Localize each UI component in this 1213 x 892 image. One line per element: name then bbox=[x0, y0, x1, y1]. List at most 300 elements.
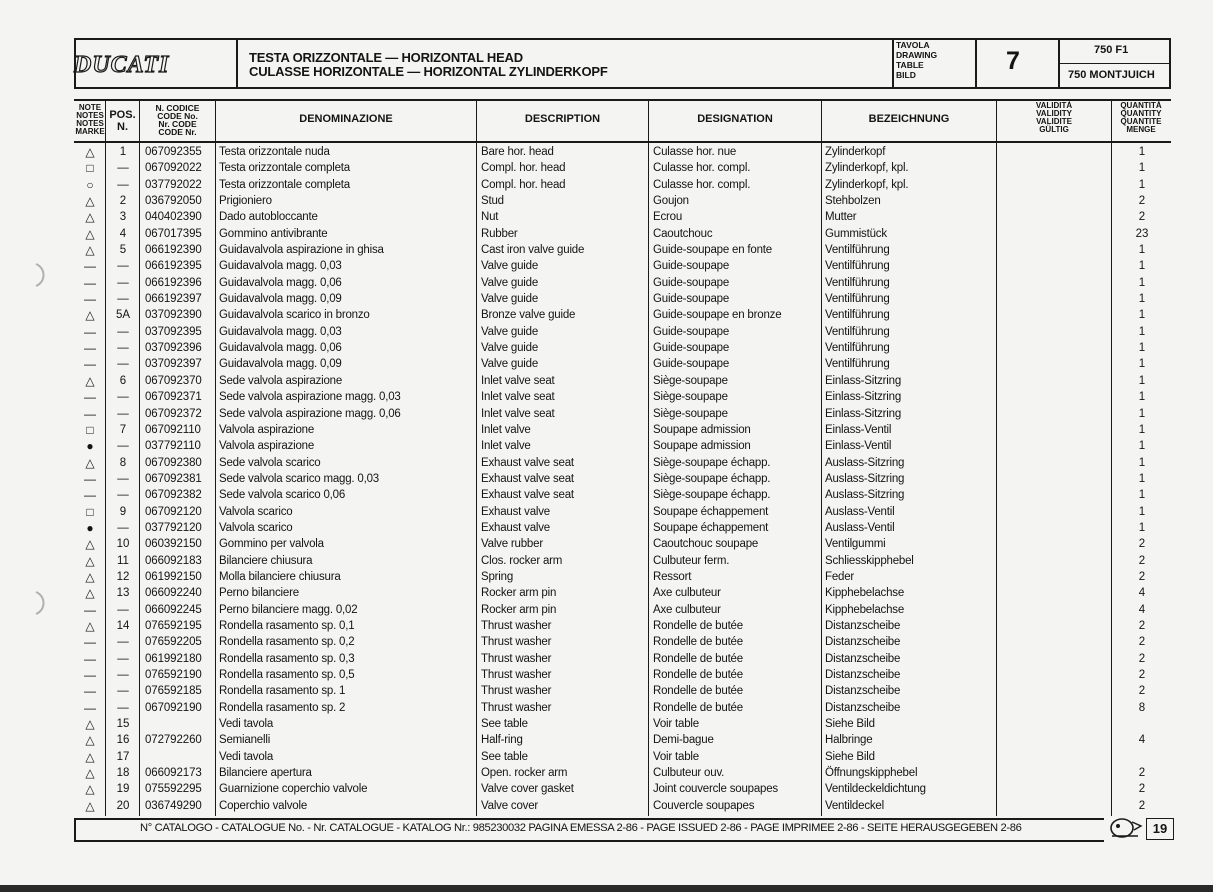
position-number: — bbox=[117, 652, 129, 665]
description-de: Ventilführung bbox=[825, 309, 890, 322]
model-secondary: 750 MONTJUICH bbox=[1068, 69, 1155, 81]
note-marker: — bbox=[84, 700, 96, 715]
part-code: 067092022 bbox=[145, 162, 202, 175]
qty-label-fr: QUANTITE bbox=[1120, 117, 1162, 126]
qty-label-de: MENGE bbox=[1126, 125, 1156, 134]
header-divider-2 bbox=[892, 38, 894, 88]
description-it: Valvola scarico bbox=[219, 505, 293, 518]
note-marker: △ bbox=[85, 373, 95, 388]
description-de: Distanzscheibe bbox=[825, 701, 901, 714]
quantity: 1 bbox=[1138, 244, 1146, 257]
code-label-fr: Nr. CODE bbox=[158, 119, 197, 129]
note-marker: — bbox=[84, 357, 96, 372]
table-row bbox=[74, 144, 1171, 160]
model-split-rule bbox=[1058, 63, 1170, 64]
header-bottom-rule bbox=[74, 87, 1171, 89]
col-header-qty bbox=[1112, 102, 1170, 134]
validity-label-en: VALIDITY bbox=[1036, 109, 1072, 118]
description-en: Inlet valve bbox=[481, 440, 531, 453]
description-it: Rondella rasamento sp. 0,1 bbox=[219, 619, 355, 632]
description-it: Rondella rasamento sp. 0,5 bbox=[219, 669, 355, 681]
description-it: Rondella rasamento sp. 0,3 bbox=[219, 652, 355, 665]
table-row bbox=[74, 373, 1171, 389]
description-en: Inlet valve seat bbox=[481, 391, 555, 404]
description-fr: Siège-soupape échapp. bbox=[653, 472, 771, 485]
quantity: 1 bbox=[1138, 342, 1146, 355]
description-en: Bare hor. head bbox=[481, 146, 554, 158]
position-number: — bbox=[117, 407, 129, 420]
description-it: Testa orizzontale completa bbox=[219, 178, 350, 191]
description-fr: Caoutchouc soupape bbox=[653, 538, 759, 551]
description-fr: Siège-soupape bbox=[653, 407, 728, 420]
description-fr: Axe culbuteur bbox=[653, 603, 721, 616]
note-marker: ○ bbox=[86, 177, 94, 192]
footer-top-rule bbox=[74, 818, 1104, 820]
description-de: Feder bbox=[825, 570, 855, 583]
position-number: — bbox=[117, 472, 129, 485]
note-marker: — bbox=[84, 324, 96, 339]
quantity: 1 bbox=[1138, 423, 1146, 436]
quantity: 2 bbox=[1138, 799, 1146, 812]
description-fr: Rondelle de butée bbox=[653, 669, 743, 681]
description-it: Testa orizzontale completa bbox=[219, 162, 350, 175]
description-de: Distanzscheibe bbox=[825, 652, 901, 665]
description-de: Gummistück bbox=[825, 227, 887, 240]
description-it: Valvola aspirazione bbox=[219, 423, 315, 436]
description-it: Testa orizzontale nuda bbox=[219, 146, 330, 158]
table-row bbox=[74, 438, 1171, 454]
position-number: — bbox=[117, 489, 129, 502]
part-code: 072792260 bbox=[145, 734, 202, 747]
quantity: 1 bbox=[1138, 472, 1146, 485]
quantity: 1 bbox=[1138, 293, 1146, 306]
position-number: 2 bbox=[119, 195, 127, 208]
description-en: Valve cover gasket bbox=[481, 783, 574, 796]
position-number: 7 bbox=[119, 423, 127, 436]
description-de: Zylinderkopf, kpl. bbox=[825, 178, 909, 191]
description-de: Zylinderkopf bbox=[825, 146, 886, 158]
part-code: 067092381 bbox=[145, 472, 202, 485]
description-it: Guidavalvola aspirazione in ghisa bbox=[219, 244, 384, 257]
part-code: 075592295 bbox=[145, 783, 202, 796]
table-head-rule bbox=[74, 141, 1171, 143]
part-code: 067092190 bbox=[145, 701, 202, 714]
description-de: Siehe Bild bbox=[825, 750, 875, 763]
validity-label-it: VALIDITÀ bbox=[1035, 101, 1073, 110]
quantity: 2 bbox=[1138, 554, 1146, 567]
description-it: Rondella rasamento sp. 1 bbox=[219, 685, 346, 698]
position-number: — bbox=[117, 603, 129, 616]
quantity: 2 bbox=[1138, 636, 1146, 649]
table-label-en: DRAWING bbox=[896, 50, 938, 60]
description-de: Stehbolzen bbox=[825, 195, 881, 208]
quantity: 2 bbox=[1138, 669, 1146, 681]
description-de: Distanzscheibe bbox=[825, 619, 901, 632]
table-row bbox=[74, 275, 1171, 291]
position-number: — bbox=[117, 636, 129, 649]
description-de: Ventilgummi bbox=[825, 538, 886, 551]
table-row bbox=[74, 406, 1171, 422]
description-fr: Siège-soupape échapp. bbox=[653, 489, 771, 502]
quantity: 1 bbox=[1138, 440, 1146, 453]
note-marker: △ bbox=[85, 455, 95, 470]
description-de: Ventildeckeldichtung bbox=[825, 783, 926, 796]
pos-label-line-1: POS. bbox=[109, 109, 136, 121]
position-number: — bbox=[117, 669, 129, 681]
table-row bbox=[74, 471, 1171, 487]
description-it: Gommino per valvola bbox=[219, 538, 324, 551]
position-number: — bbox=[117, 358, 129, 371]
table-row bbox=[74, 307, 1171, 323]
part-code: 037092397 bbox=[145, 358, 202, 371]
description-fr: Caoutchouc bbox=[653, 227, 713, 240]
part-code: 037092390 bbox=[145, 309, 202, 322]
table-row bbox=[74, 291, 1171, 307]
description-it: Guidavalvola magg. 0,03 bbox=[219, 260, 342, 273]
description-fr: Ressort bbox=[653, 570, 692, 583]
description-fr: Rondelle de butée bbox=[653, 652, 743, 665]
validity-label-fr: VALIDITE bbox=[1036, 117, 1072, 126]
note-marker: △ bbox=[85, 537, 95, 552]
description-de: Zylinderkopf, kpl. bbox=[825, 162, 909, 175]
pos-label-line-2: N. bbox=[117, 121, 128, 133]
description-de: Siehe Bild bbox=[825, 718, 875, 731]
description-en: Open. rocker arm bbox=[481, 767, 568, 780]
description-fr: Culbuteur ferm. bbox=[653, 554, 730, 567]
description-it: Valvola scarico bbox=[219, 521, 293, 534]
part-code: 037092396 bbox=[145, 342, 202, 355]
description-fr: Rondelle de butée bbox=[653, 685, 743, 698]
col-header-en: DESCRIPTION bbox=[524, 113, 601, 125]
quantity: 2 bbox=[1138, 211, 1146, 224]
description-fr: Joint couvercle soupapes bbox=[653, 783, 778, 796]
quantity: 1 bbox=[1138, 456, 1146, 469]
description-en: Exhaust valve seat bbox=[481, 456, 574, 469]
page-title-line-1: TESTA ORIZZONTALE — HORIZONTAL HEAD bbox=[249, 50, 523, 65]
description-de: Auslass-Ventil bbox=[825, 521, 895, 534]
position-number: 16 bbox=[116, 734, 130, 747]
description-fr: Siège-soupape échapp. bbox=[653, 456, 771, 469]
position-number: 19 bbox=[116, 783, 130, 796]
col-header-de: BEZEICHNUNG bbox=[868, 113, 950, 125]
note-marker: □ bbox=[86, 422, 94, 437]
position-number: — bbox=[117, 293, 129, 306]
position-number: 13 bbox=[116, 587, 130, 600]
description-en: Cast iron valve guide bbox=[481, 244, 585, 257]
position-number: 8 bbox=[119, 456, 127, 469]
description-en: Exhaust valve bbox=[481, 505, 550, 518]
description-en: Exhaust valve seat bbox=[481, 489, 574, 502]
part-code: 037792120 bbox=[145, 521, 202, 534]
note-marker: □ bbox=[86, 504, 94, 519]
position-number: 9 bbox=[119, 505, 127, 518]
part-code: 040402390 bbox=[145, 211, 202, 224]
code-label-en: CODE No. bbox=[157, 111, 198, 121]
table-row bbox=[74, 177, 1171, 193]
description-de: Kipphebelachse bbox=[825, 603, 905, 616]
table-top-rule bbox=[74, 99, 1171, 101]
note-marker: △ bbox=[85, 569, 95, 584]
description-it: Valvola aspirazione bbox=[219, 440, 315, 453]
description-fr: Guide-soupape bbox=[653, 325, 730, 338]
description-it: Guidavalvola scarico in bronzo bbox=[219, 309, 370, 322]
part-code: 036792050 bbox=[145, 195, 202, 208]
note-marker: △ bbox=[85, 766, 95, 781]
quantity: 4 bbox=[1138, 587, 1146, 600]
quantity: 2 bbox=[1138, 767, 1146, 780]
position-number: 18 bbox=[116, 767, 130, 780]
description-en: Rocker arm pin bbox=[481, 587, 557, 600]
footer-left-rule bbox=[74, 818, 76, 841]
description-it: Semianelli bbox=[219, 734, 271, 747]
description-en: Valve guide bbox=[481, 358, 539, 371]
part-code: 076592195 bbox=[145, 619, 202, 632]
part-code: 067092355 bbox=[145, 146, 202, 158]
description-en: Valve guide bbox=[481, 342, 539, 355]
binder-hole-icon bbox=[30, 590, 50, 616]
part-code: 066192390 bbox=[145, 244, 202, 257]
description-de: Distanzscheibe bbox=[825, 669, 901, 681]
table-row bbox=[74, 209, 1171, 225]
description-de: Ventildeckel bbox=[825, 799, 884, 812]
description-en: Half-ring bbox=[481, 734, 523, 747]
quantity: 8 bbox=[1138, 701, 1146, 714]
table-row bbox=[74, 193, 1171, 209]
quantity: 1 bbox=[1138, 325, 1146, 338]
part-code: 061992150 bbox=[145, 570, 202, 583]
description-fr: Guide-soupape bbox=[653, 260, 730, 273]
quantity: 2 bbox=[1138, 570, 1146, 583]
col-header-notes bbox=[75, 104, 105, 136]
table-row bbox=[74, 536, 1171, 552]
description-it: Rondella rasamento sp. 2 bbox=[219, 701, 346, 714]
description-de: Ventilführung bbox=[825, 276, 890, 289]
description-fr: Axe culbuteur bbox=[653, 587, 721, 600]
description-en: Valve guide bbox=[481, 293, 539, 306]
table-row bbox=[74, 569, 1171, 585]
part-code: 066192396 bbox=[145, 276, 202, 289]
description-fr: Rondelle de butée bbox=[653, 636, 743, 649]
note-marker: ● bbox=[86, 520, 94, 535]
description-en: Thrust washer bbox=[481, 685, 552, 698]
table-row bbox=[74, 749, 1171, 765]
qty-label-it: QUANTITÀ bbox=[1120, 101, 1162, 110]
part-code: 067092371 bbox=[145, 391, 202, 404]
position-number: 10 bbox=[116, 538, 130, 551]
binder-hole-icon bbox=[30, 262, 50, 288]
note-marker: △ bbox=[85, 194, 95, 209]
note-marker: — bbox=[84, 635, 96, 650]
note-marker: △ bbox=[85, 782, 95, 797]
table-row bbox=[74, 242, 1171, 258]
description-fr: Guide-soupape bbox=[653, 293, 730, 306]
table-row bbox=[74, 781, 1171, 797]
description-en: Valve guide bbox=[481, 325, 539, 338]
note-marker: — bbox=[84, 602, 96, 617]
position-number: 3 bbox=[119, 211, 127, 224]
part-code: 067092110 bbox=[145, 423, 201, 436]
description-fr: Siège-soupape bbox=[653, 374, 728, 387]
code-label-de: CODE Nr. bbox=[158, 127, 197, 137]
description-fr: Couvercle soupapes bbox=[653, 799, 755, 812]
description-en: Thrust washer bbox=[481, 701, 552, 714]
position-number: — bbox=[117, 440, 129, 453]
description-en: Stud bbox=[481, 195, 504, 208]
description-fr: Soupape admission bbox=[653, 440, 751, 453]
description-en: Thrust washer bbox=[481, 669, 552, 681]
table-row bbox=[74, 585, 1171, 601]
table-row bbox=[74, 667, 1171, 683]
note-marker: △ bbox=[85, 586, 95, 601]
part-code: 067092372 bbox=[145, 407, 202, 420]
description-it: Guidavalvola magg. 0,06 bbox=[219, 342, 342, 355]
note-marker: △ bbox=[85, 618, 95, 633]
description-it: Bilanciere chiusura bbox=[219, 554, 313, 567]
description-de: Auslass-Sitzring bbox=[825, 472, 905, 485]
part-code: 066092173 bbox=[145, 767, 202, 780]
position-number: 14 bbox=[116, 619, 130, 632]
description-de: Kipphebelachse bbox=[825, 587, 905, 600]
position-number: — bbox=[117, 391, 129, 404]
table-row bbox=[74, 356, 1171, 372]
description-en: Exhaust valve bbox=[481, 521, 550, 534]
part-code: 066092240 bbox=[145, 587, 202, 600]
position-number: 5A bbox=[115, 309, 131, 322]
description-fr: Demi-bague bbox=[653, 734, 714, 747]
description-en: Valve guide bbox=[481, 276, 539, 289]
description-de: Einlass-Sitzring bbox=[825, 374, 902, 387]
notes-label-en: NOTES bbox=[76, 111, 104, 120]
description-it: Guidavalvola magg. 0,06 bbox=[219, 276, 342, 289]
description-de: Distanzscheibe bbox=[825, 636, 901, 649]
quantity: 4 bbox=[1138, 603, 1146, 616]
description-fr: Rondelle de butée bbox=[653, 701, 743, 714]
part-code: 037792022 bbox=[145, 178, 202, 191]
position-number: 11 bbox=[117, 554, 129, 567]
part-code: 076592185 bbox=[145, 685, 202, 698]
quantity: 1 bbox=[1138, 374, 1146, 387]
description-de: Auslass-Sitzring bbox=[825, 489, 905, 502]
table-row bbox=[74, 389, 1171, 405]
description-fr: Soupape admission bbox=[653, 423, 751, 436]
description-en: Inlet valve seat bbox=[481, 407, 555, 420]
note-marker: △ bbox=[85, 553, 95, 568]
description-en: Compl. hor. head bbox=[481, 162, 566, 175]
description-en: Inlet valve bbox=[481, 423, 531, 436]
position-number: 20 bbox=[116, 799, 130, 812]
header-divider-1 bbox=[236, 38, 238, 88]
description-de: Auslass-Ventil bbox=[825, 505, 895, 518]
description-de: Ventilführung bbox=[825, 244, 890, 257]
note-marker: — bbox=[84, 341, 96, 356]
part-code: 066192397 bbox=[145, 293, 202, 306]
description-fr: Guide-soupape en fonte bbox=[653, 244, 773, 257]
part-code: 037792110 bbox=[145, 440, 201, 453]
note-marker: — bbox=[84, 471, 96, 486]
description-de: Ventilführung bbox=[825, 260, 890, 273]
position-number: — bbox=[117, 260, 129, 273]
position-number: 5 bbox=[119, 244, 127, 257]
table-row bbox=[74, 651, 1171, 667]
description-it: Prigioniero bbox=[219, 195, 272, 208]
quantity: 1 bbox=[1138, 309, 1146, 322]
part-code: 076592205 bbox=[145, 636, 202, 649]
description-de: Einlass-Ventil bbox=[825, 423, 892, 436]
description-en: Thrust washer bbox=[481, 652, 552, 665]
model-primary: 750 F1 bbox=[1094, 44, 1129, 56]
table-row bbox=[74, 520, 1171, 536]
table-row bbox=[74, 683, 1171, 699]
notes-label-de: MARKE bbox=[75, 127, 105, 136]
parts-table-body bbox=[74, 144, 1171, 814]
description-fr: Voir table bbox=[653, 750, 699, 763]
table-row bbox=[74, 716, 1171, 732]
table-row bbox=[74, 602, 1171, 618]
description-it: Molla bilanciere chiusura bbox=[219, 570, 341, 583]
table-row bbox=[74, 700, 1171, 716]
header-top-rule bbox=[74, 38, 1171, 40]
position-number: — bbox=[117, 342, 129, 355]
position-number: 1 bbox=[119, 146, 127, 158]
description-it: Vedi tavola bbox=[219, 750, 274, 763]
description-de: Öffnungskipphebel bbox=[825, 767, 918, 780]
part-code: 066092245 bbox=[145, 603, 202, 616]
quantity: 1 bbox=[1138, 521, 1146, 534]
description-it: Sede valvola aspirazione bbox=[219, 374, 343, 387]
note-marker: — bbox=[84, 488, 96, 503]
description-it: Sede valvola aspirazione magg. 0,03 bbox=[219, 391, 401, 404]
notes-label-fr: NOTES bbox=[76, 119, 104, 128]
col-header-fr: DESIGNATION bbox=[697, 113, 773, 125]
part-code: 067017395 bbox=[145, 227, 202, 240]
description-en: Exhaust valve seat bbox=[481, 472, 574, 485]
description-it: Sede valvola scarico bbox=[219, 456, 321, 469]
quantity: 1 bbox=[1138, 489, 1146, 502]
quantity: 1 bbox=[1138, 505, 1146, 518]
quantity: 1 bbox=[1138, 407, 1146, 420]
quantity: 2 bbox=[1138, 652, 1146, 665]
position-number: 17 bbox=[116, 750, 130, 763]
description-it: Sede valvola scarico magg. 0,03 bbox=[219, 472, 380, 485]
part-code: 066092183 bbox=[145, 554, 202, 567]
table-row bbox=[74, 798, 1171, 814]
description-de: Distanzscheibe bbox=[825, 685, 901, 698]
note-marker: △ bbox=[85, 717, 95, 732]
description-it: Guarnizione coperchio valvole bbox=[219, 783, 368, 796]
description-en: See table bbox=[481, 718, 528, 731]
description-en: Thrust washer bbox=[481, 636, 552, 649]
description-it: Coperchio valvole bbox=[219, 799, 308, 812]
description-en: Spring bbox=[481, 570, 514, 583]
validity-label-de: GÜLTIG bbox=[1039, 125, 1069, 134]
description-fr: Rondelle de butée bbox=[653, 619, 743, 632]
note-marker: △ bbox=[85, 733, 95, 748]
description-it: Dado autobloccante bbox=[219, 211, 318, 224]
description-de: Halbringe bbox=[825, 734, 873, 747]
page-bottom-edge bbox=[0, 885, 1213, 892]
table-row bbox=[74, 618, 1171, 634]
table-row bbox=[74, 504, 1171, 520]
col-header-it: DENOMINAZIONE bbox=[299, 113, 393, 125]
table-row bbox=[74, 340, 1171, 356]
table-row bbox=[74, 634, 1171, 650]
description-en: Rocker arm pin bbox=[481, 603, 557, 616]
position-number: — bbox=[117, 701, 129, 714]
description-de: Ventilführung bbox=[825, 358, 890, 371]
header-divider-3 bbox=[975, 38, 977, 88]
part-code: 036749290 bbox=[145, 799, 202, 812]
note-marker: — bbox=[84, 684, 96, 699]
